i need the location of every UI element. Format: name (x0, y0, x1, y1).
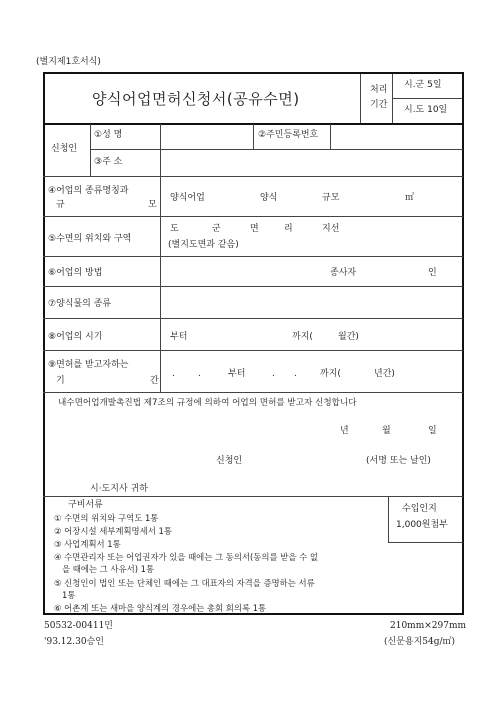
recipient: 시·도지사 귀하 (90, 484, 148, 494)
location-jiseon: 지선 (322, 224, 340, 234)
processing-label-1: 처리 (370, 85, 388, 95)
license-period-to: 까지( (320, 369, 341, 379)
season-from: 부터 (170, 332, 188, 342)
processing-period-province: 시.도 10일 (404, 105, 448, 115)
fishery-type-label-2a: 규 (56, 200, 65, 210)
season-to: 까지( (292, 332, 313, 342)
species-label: ⑦양식물의 종류 (48, 299, 112, 309)
workers-label: 종사자 (330, 268, 357, 278)
license-period-years: 년간) (374, 369, 395, 379)
location-ri: 리 (284, 224, 293, 234)
address-label: ③주 소 (94, 157, 123, 167)
fishery-type-value: 양식어업 (170, 193, 205, 203)
processing-label-2: 기간 (370, 100, 388, 110)
stamp-label: 수입인지 (402, 504, 437, 514)
resident-no-label: ②주민등록번호 (258, 130, 319, 140)
document-item: ③ 사업계획서 1통 (54, 539, 121, 549)
declaration-text: 내수면어업개발촉진법 제7조의 규정에 의하여 어업의 면허를 받고자 신청합니다 (58, 398, 357, 408)
location-label: ⑤수면의 위치와 구역 (48, 234, 132, 244)
document-item: 을 때에는 그 사유서) 1통 (54, 564, 155, 574)
location-do: 도 (170, 224, 179, 234)
season-months: 월간) (338, 332, 359, 342)
footer-paper: (신문용지54g/㎡) (384, 637, 456, 647)
fishery-scale-label: 규모 (322, 193, 340, 203)
document-item: ② 어장시설 세부계획명세서 1통 (54, 526, 172, 536)
fishery-type-label-1: ④어업의 종류명칭과 (48, 186, 129, 196)
footer-approved: '93.12.30승인 (44, 637, 104, 647)
license-period-label-2a: 기 (56, 376, 65, 386)
workers-unit: 인 (428, 268, 437, 278)
documents-heading: 구비서류 (68, 500, 103, 510)
location-myeon: 면 (250, 224, 259, 234)
document-item: ④ 수면관리자 또는 어업권자가 있을 때에는 그 동의서(동의를 받을 수 없 (54, 552, 318, 562)
document-item: ⑥ 어촌계 또는 새마을 양식계의 경우에는 총회 회의록 1통 (54, 603, 267, 613)
license-period-from: 부터 (228, 369, 246, 379)
applicant-sign-label: 신청인 (216, 456, 243, 466)
license-period-dot-1: . (172, 369, 175, 379)
document-item: 1통 (54, 590, 76, 600)
processing-period-city: 시.군 5일 (404, 80, 442, 90)
license-period-dot-2: . (198, 369, 201, 379)
document-item: ⑤ 신청인이 법인 또는 단체인 때에는 그 대표자의 자격을 증명하는 서류 (54, 578, 315, 588)
season-label: ⑧어업의 시기 (48, 332, 103, 342)
form-title: 양식어업면허신청서(공유수면) (92, 90, 300, 108)
method-label: ⑥어업의 방법 (48, 268, 103, 278)
license-period-label-1: ⑨면허를 받고자하는 (48, 360, 129, 370)
document-item: ① 수면의 위치와 구역도 1통 (54, 513, 159, 523)
footer-size: 210mm×297mm (390, 621, 467, 631)
stamp-amount: 1,000원첨부 (396, 520, 448, 530)
location-gun: 군 (212, 224, 221, 234)
fishery-scale-unit: ㎡ (405, 193, 415, 203)
footer-code: 50532-00411민 (44, 621, 113, 631)
license-period-dot-4: . (294, 369, 297, 379)
signature-note: (서명 또는 날인) (366, 456, 431, 466)
license-period-label-2b: 간 (150, 376, 159, 386)
date-day: 일 (428, 426, 437, 436)
name-label: ①성 명 (94, 130, 123, 140)
form-label: (별지제1호서식) (36, 57, 101, 67)
applicant-section-label: 신청인 (51, 144, 78, 154)
date-month: 월 (382, 426, 391, 436)
fishery-kind-value: 양식 (260, 193, 278, 203)
fishery-type-label-2b: 모 (148, 200, 157, 210)
license-period-dot-3: . (272, 369, 275, 379)
date-year: 년 (340, 426, 349, 436)
location-note: (별지도면과 같음) (168, 240, 239, 250)
